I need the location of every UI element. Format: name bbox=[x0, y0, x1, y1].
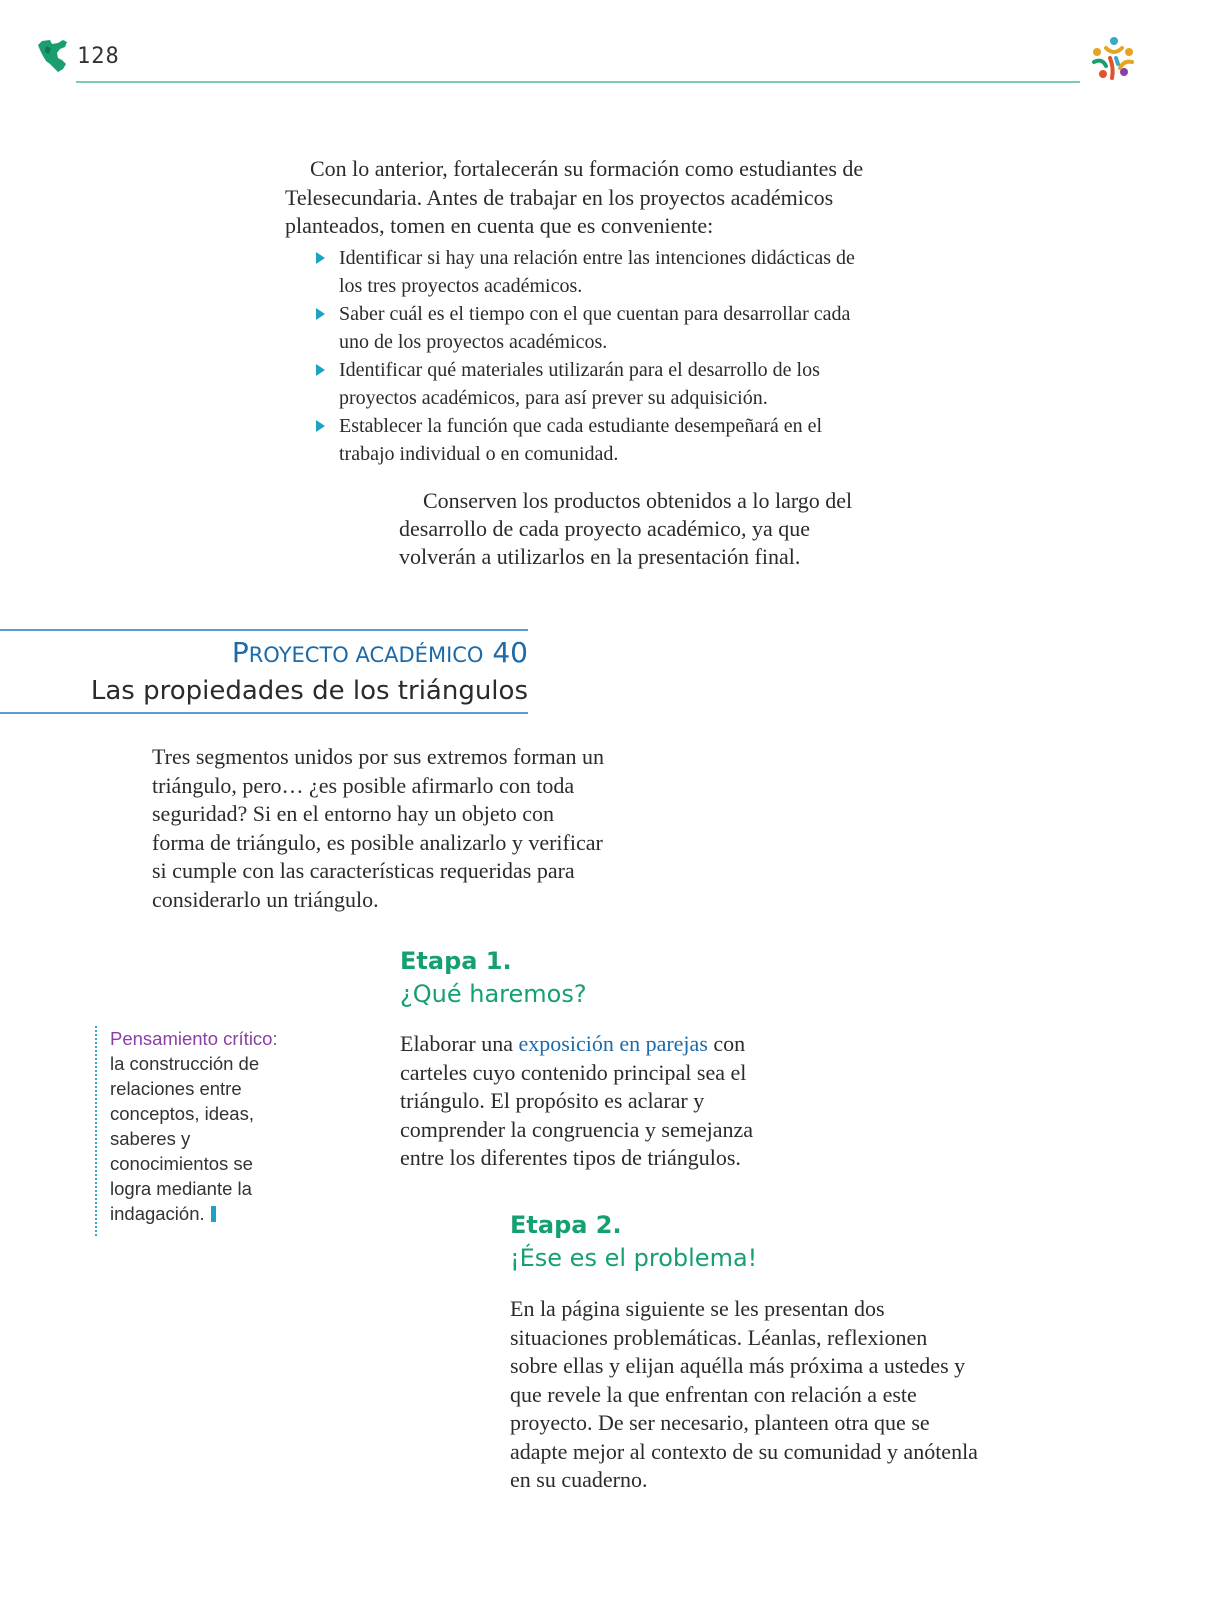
heading-rule-bottom bbox=[0, 712, 528, 714]
list-item-text: Saber cuál es el tiempo con el que cuentan para desarrollar cada uno de los proyectos académicos. bbox=[339, 303, 851, 353]
etapa-1-text-start: Elaborar una bbox=[400, 1031, 519, 1056]
heading-rule-top bbox=[0, 629, 528, 631]
exposicion-term: exposición en parejas bbox=[518, 1031, 708, 1056]
note-title: Pensamiento crítico: bbox=[110, 1028, 278, 1049]
note-end-marker bbox=[211, 1206, 216, 1222]
project-title: Las propiedades de los triángulos bbox=[90, 676, 528, 706]
list-item bbox=[313, 300, 873, 356]
closing-paragraph bbox=[399, 487, 869, 571]
list-item-text: Establecer la función que cada estudiante desempeñará en el trabajo individual o en comunidad. bbox=[339, 415, 823, 465]
header-rule bbox=[76, 81, 1080, 83]
triangle-bullet-icon bbox=[316, 308, 325, 320]
project-number: 40 bbox=[492, 636, 528, 669]
list-item-text: Identificar qué materiales utilizarán para el desarrollo de los proyectos académicos, para así prever su adquisición. bbox=[339, 359, 820, 409]
mexico-map-icon bbox=[36, 38, 70, 74]
etapa-2-body: En la página siguiente se les presentan dos situaciones problemáticas. Léanlas, reflexionen sobre ellas y elijan aquélla más próxima a ustedes y que revele la que enfrentan con relación a este proyecto. De ser necesario, planteen otra que se adapte mejor al contexto de su comunidad y anótenla en su cuaderno. bbox=[510, 1296, 978, 1492]
kicker-initial: P bbox=[231, 636, 249, 669]
intro-text: Con lo anterior, fortalecerán su formación como estudiantes de Telesecundaria. Antes de trabajar en los proyectos académicos planteados, tomen en cuenta que es conveniente: bbox=[285, 156, 864, 238]
etapa-1-text-end: con carteles cuyo contenido principal sea el triángulo. El propósito es aclarar y comprender la congruencia y semejanza entre los diferentes tipos de triángulos. bbox=[400, 1031, 754, 1170]
etapa-2-subtitle: ¡Ése es el problema! bbox=[510, 1244, 758, 1272]
intro-paragraph bbox=[285, 155, 885, 241]
etapa-1-subtitle: ¿Qué haremos? bbox=[400, 980, 587, 1008]
glossary-note bbox=[95, 1026, 290, 1236]
list-item-text: Identificar si hay una relación entre las intenciones didácticas de los tres proyectos académicos. bbox=[339, 247, 855, 297]
etapa-1-label: Etapa 1. bbox=[400, 947, 512, 975]
page-number: 128 bbox=[77, 44, 120, 69]
etapa-1-body bbox=[400, 1030, 790, 1173]
list-item bbox=[313, 244, 873, 300]
project-lead: Tres segmentos unidos por sus extremos forman un triángulo, pero… ¿es posible afirmarlo con toda seguridad? Si en el entorno hay un objeto con forma de triángulo, es posible analizarlo y verificar si cumple con las características requeridas para considerarlo un triángulo. bbox=[152, 744, 604, 912]
project-kicker bbox=[232, 636, 528, 669]
note-text: la construcción de relaciones entre conceptos, ideas, saberes y conocimientos se logra mediante la indagación. bbox=[110, 1053, 260, 1224]
triangle-bullet-icon bbox=[316, 364, 325, 376]
people-circle-icon bbox=[1086, 34, 1140, 86]
etapa-2-label: Etapa 2. bbox=[510, 1211, 622, 1239]
triangle-bullet-icon bbox=[316, 252, 325, 264]
recommendations-list bbox=[313, 244, 873, 468]
triangle-bullet-icon bbox=[316, 420, 325, 432]
closing-text: Conserven los productos obtenidos a lo largo del desarrollo de cada proyecto académico, ya que volverán a utilizarlos en la presentación final. bbox=[399, 488, 853, 569]
kicker-rest: ROYECTO ACADÉMICO bbox=[248, 643, 484, 667]
etapa-2-heading bbox=[510, 1209, 757, 1275]
list-item bbox=[313, 412, 873, 468]
etapa-1-heading bbox=[400, 945, 587, 1011]
list-item bbox=[313, 356, 873, 412]
